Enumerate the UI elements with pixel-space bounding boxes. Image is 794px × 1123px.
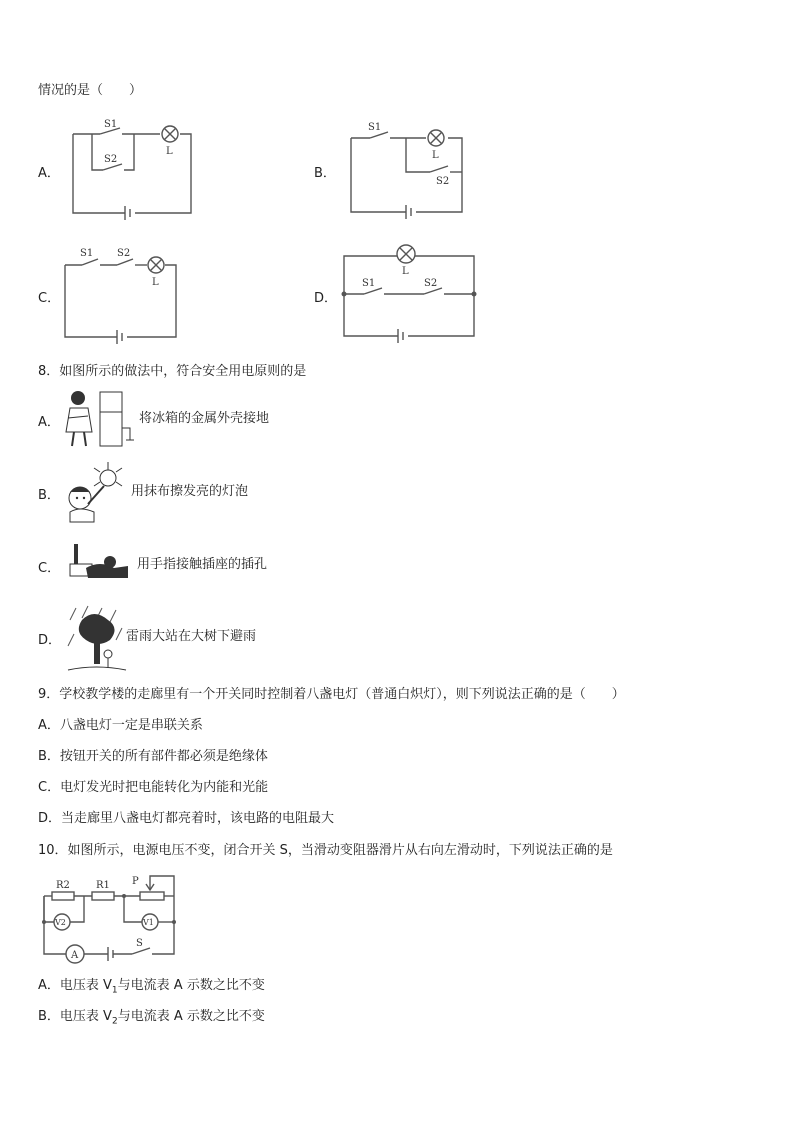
q8-option-b-illustration [64, 462, 132, 524]
q8-option-a-illustration [64, 388, 136, 450]
q7-circuit-c [62, 245, 182, 345]
q7-option-b-letter: B． [314, 166, 336, 181]
label-s1: S1 [104, 119, 118, 130]
label-s1: S1 [368, 122, 382, 133]
q8-option-d-illustration [66, 604, 128, 674]
q9-option-d: D．当走廊里八盏电灯都亮着时，该电路的电阻最大 [38, 811, 335, 826]
q8-option-d-text: 雷雨大站在大树下避雨 [126, 629, 257, 644]
label-l: L [432, 150, 439, 161]
q8-option-c-letter: C． [38, 561, 61, 576]
q10-circuit [40, 870, 180, 970]
q8-option-d-letter: D． [38, 633, 62, 648]
label-a: A [71, 950, 79, 961]
label-l: L [166, 146, 173, 157]
label-l: L [152, 277, 159, 288]
label-v1: V1 [143, 918, 154, 927]
q9-option-a: A．八盏电灯一定是串联关系 [38, 718, 203, 733]
resistor-r2 [52, 892, 74, 900]
label-l: L [402, 266, 409, 277]
q8-option-a-text: 将冰箱的金属外壳接地 [139, 411, 270, 426]
q7-stem-tail: 情况的是（ ） [38, 83, 143, 98]
q10-stem: 10．如图所示，电源电压不变，闭合开关 S，当滑动变阻器滑片从右向左滑动时，下列说法正确的是 [38, 843, 613, 858]
q9-option-c: C．电灯发光时把电能转化为内能和光能 [38, 780, 269, 795]
q7-circuit-a [70, 118, 200, 218]
q8-option-b-letter: B． [38, 488, 60, 503]
q7-option-c-letter: C． [38, 291, 61, 306]
label-s2: S2 [117, 248, 131, 259]
q8-stem: 8．如图所示的做法中，符合安全用电原则的是 [38, 364, 307, 379]
q9-stem: 9．学校教学楼的走廊里有一个开关同时控制着八盏电灯（普通白炽灯），则下列说法正确的是（ ） [38, 687, 625, 702]
q7-option-a-letter: A． [38, 166, 60, 181]
q7-circuit-b [348, 120, 468, 220]
q8-option-c-illustration [66, 542, 132, 584]
rheostat [140, 892, 164, 900]
q7-option-d-letter: D． [314, 291, 338, 306]
q7-circuit-d [340, 240, 480, 344]
q8-option-c-text: 用手指接触插座的插孔 [137, 557, 268, 572]
label-s2: S2 [436, 176, 450, 187]
label-s2: S2 [104, 154, 118, 165]
label-s1: S1 [80, 248, 94, 259]
label-p: P [132, 876, 139, 887]
q8-option-b-text: 用抹布擦发亮的灯泡 [131, 484, 249, 499]
label-s2: S2 [424, 278, 438, 289]
q10-option-a: A．电压表 $V_1$与电流表 A 示数之比不变 [38, 978, 265, 996]
label-r2: R2 [56, 880, 70, 891]
q9-option-b: B．按钮开关的所有部件都必须是绝缘体 [38, 749, 268, 764]
q8-option-a-letter: A． [38, 415, 60, 430]
q10-option-b: B．电压表 $V_2$与电流表 A 示数之比不变 [38, 1009, 265, 1027]
label-s1: S1 [362, 278, 376, 289]
resistor-r1 [92, 892, 114, 900]
label-v2: V2 [55, 918, 66, 927]
label-r1: R1 [96, 880, 110, 891]
label-s: S [136, 938, 143, 949]
